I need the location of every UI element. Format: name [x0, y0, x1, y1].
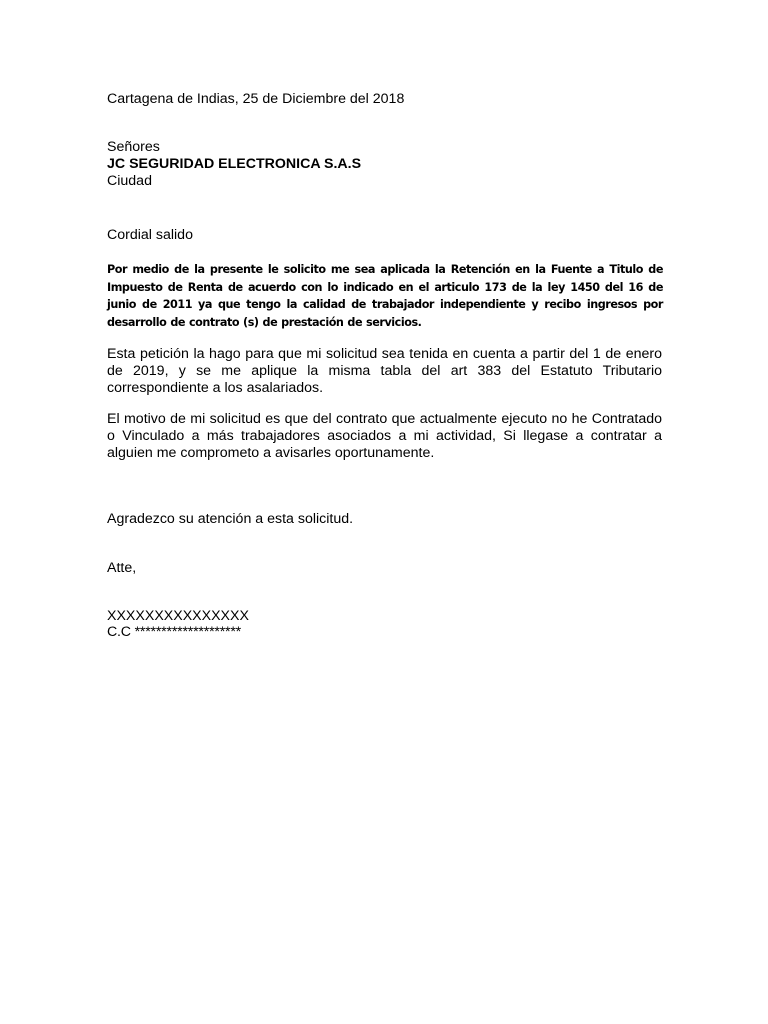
greeting: Cordial salido [107, 227, 193, 243]
thanks-line: Agradezco su atención a esta solicitud. [107, 511, 354, 527]
body-paragraph-2: Esta petición la hago para que mi solicitud sea tenida en cuenta a partir del 1 de enero de 2019, y se me aplique la misma tabla del art 383 del Estatuto Tributario correspondiente a los asalariados. [107, 346, 662, 397]
signature-name: XXXXXXXXXXXXXXX [107, 608, 249, 624]
signature-id: C.C ******************** [107, 624, 241, 640]
recipient-city: Ciudad [107, 173, 152, 189]
body-paragraph-1: Por medio de la presente le solicito me sea aplicada la Retención en la Fuente a Titulo de Impuesto de Renta de acuerdo con lo indicado en el articulo 173 de la ley 1450 del 16 de junio de 2011 ya que tengo la calidad de trabajador independiente y recibo ingresos por desarrollo de contrato (s) de prestación de servicios. [107, 263, 663, 329]
body-paragraph-3: El motivo de mi solicitud es que del contrato que actualmente ejecuto no he Contratado o Vinculado a más trabajadores asociados a mi actividad, Si llegase a contratar a alguien me comprometo a avisarles oportunamente. [107, 411, 662, 462]
date-line: Cartagena de Indias, 25 de Diciembre del 2018 [107, 91, 405, 107]
recipient-salutation: Señores [107, 139, 160, 155]
recipient-company: JC SEGURIDAD ELECTRONICA S.A.S [107, 156, 362, 172]
closing-line: Atte, [107, 560, 137, 576]
